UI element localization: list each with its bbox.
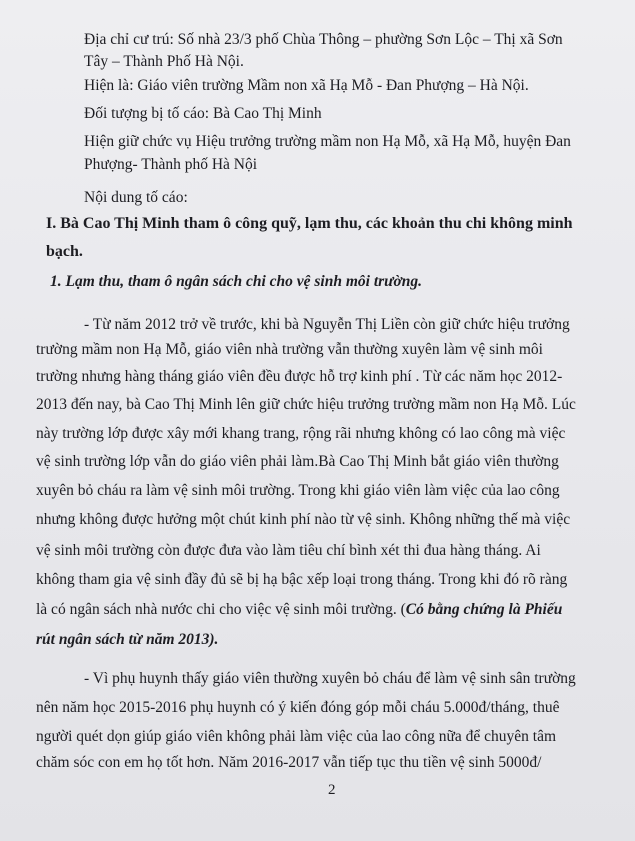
subheading: 1. Lạm thu, tham ô ngân sách chi cho vệ sinh môi trường. (50, 273, 423, 290)
page-number: 2 (328, 782, 336, 798)
complainant-occupation: Hiện là: Giáo viên trường Mầm non xã Hạ Mỗ - Đan Phượng – Hà Nội. (84, 77, 529, 94)
paragraph2-line4: chăm sóc con em họ tốt hơn. Năm 2016-2017 vẫn tiếp tục thu tiền vệ sinh 5000đ/ (36, 754, 542, 771)
evidence-note: Có bằng chứng là Phiếu (405, 601, 563, 618)
paragraph2-line1: - Vì phụ huynh thấy giáo viên thường xuyên bỏ cháu để làm vệ sinh sân trường (84, 670, 576, 687)
paragraph1-line2: trường mầm non Hạ Mỗ, giáo viên nhà trường vẫn thường xuyên làm vệ sinh môi (36, 341, 543, 358)
section-heading-line2: bạch. (46, 243, 83, 260)
complainant-address-line1: Địa chỉ cư trú: Số nhà 23/3 phố Chùa Thông – phường Sơn Lộc – Thị xã Sơn (84, 31, 563, 48)
paragraph1-line1: - Từ năm 2012 trở về trước, khi bà Nguyễn Thị Liền còn giữ chức hiệu trưởng (84, 316, 570, 333)
paragraph2-line2: nên năm học 2015-2016 phụ huynh có ý kiến đóng góp mỗi cháu 5.000đ/tháng, thuê (36, 699, 560, 716)
paragraph1-line6: vệ sinh trường lớp vẫn do giáo viên phải làm.Bà Cao Thị Minh bắt giáo viên thường (36, 453, 559, 470)
paragraph1-line9: vệ sinh môi trường còn được đưa vào làm tiêu chí bình xét thi đua hàng tháng. Ai (36, 542, 541, 559)
accused-person: Đối tượng bị tố cáo: Bà Cao Thị Minh (84, 105, 322, 122)
section-heading-line1: I. Bà Cao Thị Minh tham ô công quỹ, lạm thu, các khoản thu chi không minh (46, 215, 573, 232)
paragraph1-line11-text: là có ngân sách nhà nước chi cho việc vệ sinh môi trường. ( (36, 601, 406, 618)
paragraph1-line8: nhưng không được hưởng một chút kinh phí nào từ vệ sinh. Không những thế mà việc (36, 511, 571, 528)
accused-position-line1: Hiện giữ chức vụ Hiệu trưởng trường mầm non Hạ Mỗ, xã Hạ Mỗ, huyện Đan (84, 133, 571, 150)
paragraph1-line5: này trường lớp được xây mới khang trang, rộng rãi nhưng không có lao công mà việc (36, 425, 566, 442)
paragraph1-line12: rút ngân sách từ năm 2013). (36, 631, 219, 648)
paragraph2-line3: người quét dọn giúp giáo viên không phải làm việc của lao công nữa để chuyên tâm (36, 728, 556, 745)
paragraph1-line10: không tham gia vệ sinh đầy đủ sẽ bị hạ bậc xếp loại trong tháng. Trong khi đó rõ ràng (36, 571, 568, 588)
paragraph1-line11 (36, 600, 562, 620)
complainant-address-line2: Tây – Thành Phố Hà Nội. (84, 53, 244, 70)
paragraph1-line3: trường nhưng hàng tháng giáo viên đều được hỗ trợ kinh phí . Từ các năm học 2012- (36, 368, 563, 385)
paragraph1-line4: 2013 đến nay, bà Cao Thị Minh lên giữ chức hiệu trưởng trường mầm non Hạ Mỗ. Lúc (36, 396, 576, 413)
complaint-content-label: Nội dung tố cáo: (84, 189, 188, 206)
accused-position-line2: Phượng- Thành phố Hà Nội (84, 156, 258, 173)
paragraph1-line7: xuyên bỏ cháu ra làm vệ sinh môi trường. Trong khi giáo viên làm việc của lao công (36, 482, 560, 499)
